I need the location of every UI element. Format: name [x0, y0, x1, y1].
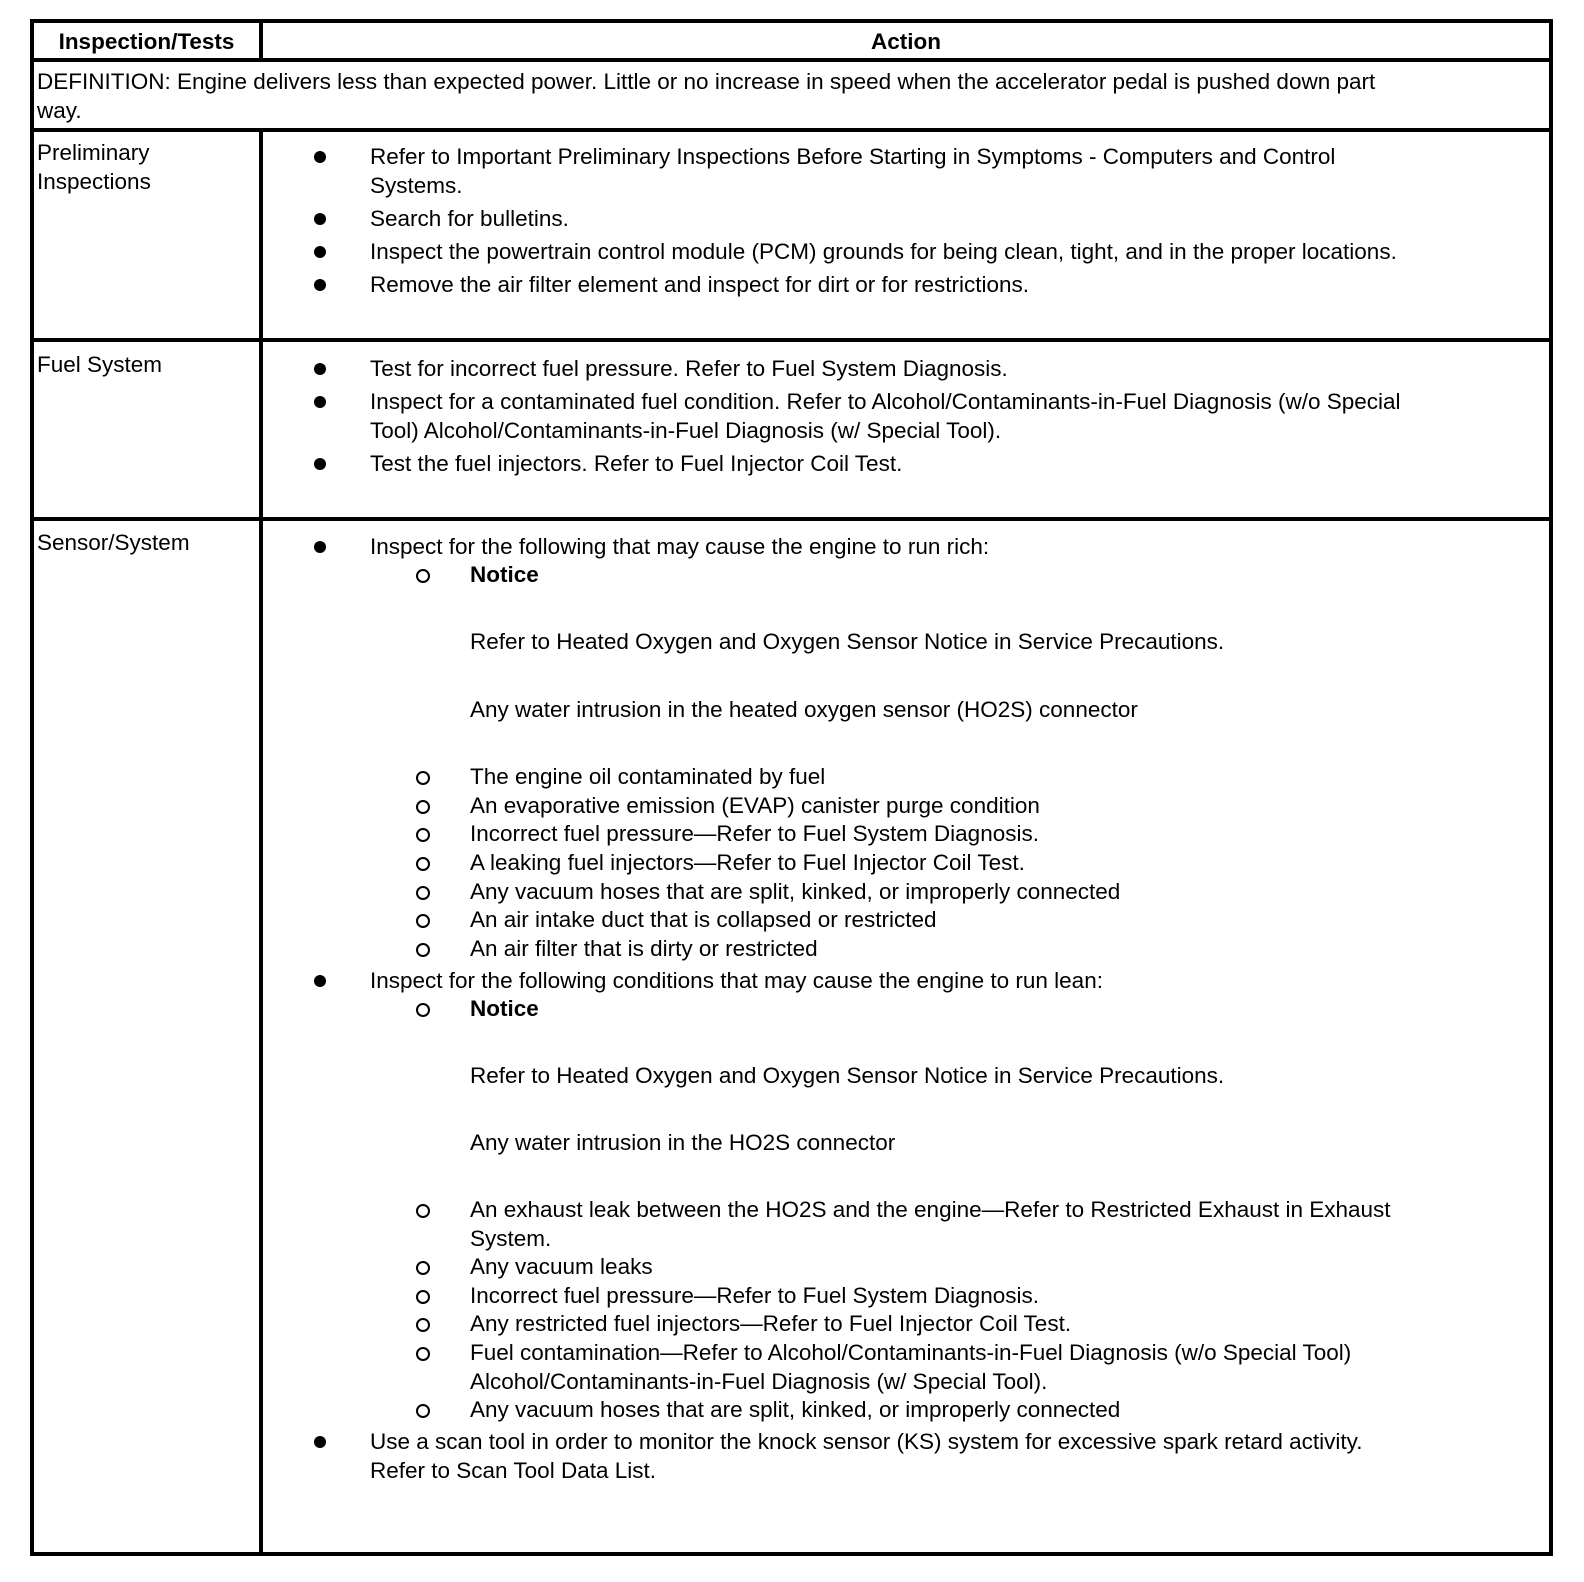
bullet-icon	[314, 213, 326, 225]
lean-exhaust-line-1: An exhaust leak between the HO2S and the engine—Refer to Restricted Exhaust in Exhaust	[470, 1197, 1391, 1222]
rich-notice-text: Refer to Heated Oxygen and Oxygen Sensor Notice in Service Precautions.	[470, 629, 1225, 654]
preliminary-item-2: Search for bulletins.	[370, 206, 569, 231]
scan-line-2: Refer to Scan Tool Data List.	[370, 1458, 656, 1483]
rich-item: An air intake duct that is collapsed or restricted	[470, 907, 937, 932]
circle-bullet-icon	[416, 1318, 430, 1332]
circle-bullet-icon	[416, 1347, 430, 1361]
fuel-item-2-line-2: Tool) Alcohol/Contaminants-in-Fuel Diagnosis (w/ Special Tool).	[370, 418, 1002, 443]
rich-notice-item: Any water intrusion in the heated oxygen sensor (HO2S) connector	[470, 697, 1138, 722]
scan-line-1: Use a scan tool in order to monitor the knock sensor (KS) system for excessive spark retard activity.	[370, 1429, 1363, 1454]
circle-bullet-icon	[416, 857, 430, 871]
lean-contamination-line-2: Alcohol/Contaminants-in-Fuel Diagnosis (w/ Special Tool).	[470, 1369, 1048, 1394]
circle-bullet-icon	[416, 1290, 430, 1304]
rich-item: An evaporative emission (EVAP) canister purge condition	[470, 793, 1040, 818]
circle-bullet-icon	[416, 1261, 430, 1275]
circle-bullet-icon	[416, 1404, 430, 1418]
fuel-item-2-line-1: Inspect for a contaminated fuel condition. Refer to Alcohol/Contaminants-in-Fuel Diagnosis (w/o Special	[370, 389, 1401, 414]
lean-contamination-line-1: Fuel contamination—Refer to Alcohol/Contaminants-in-Fuel Diagnosis (w/o Special Tool)	[470, 1340, 1352, 1365]
circle-bullet-icon	[416, 569, 430, 583]
lean-notice-title: Notice	[470, 996, 539, 1021]
circle-bullet-icon	[416, 1204, 430, 1218]
rich-item: The engine oil contaminated by fuel	[470, 764, 826, 789]
rich-item: An air filter that is dirty or restricted	[470, 936, 818, 961]
preliminary-item-1-line-1: Refer to Important Preliminary Inspections Before Starting in Symptoms - Computers and Control	[370, 144, 1336, 169]
circle-bullet-icon	[416, 943, 430, 957]
bullet-icon	[314, 279, 326, 291]
circle-bullet-icon	[416, 914, 430, 928]
definition-line-1: DEFINITION: Engine delivers less than expected power. Little or no increase in speed when the accelerator pedal is pushed down part	[37, 69, 1376, 94]
bullet-icon	[314, 541, 326, 553]
row-label-sensor-system: Sensor/System	[37, 530, 190, 555]
bullet-icon	[314, 1436, 326, 1448]
definition-line-2: way.	[37, 98, 82, 123]
row-label-preliminary	[37, 138, 255, 196]
circle-bullet-icon	[416, 800, 430, 814]
circle-bullet-icon	[416, 1003, 430, 1017]
header-action: Action	[871, 29, 941, 54]
preliminary-item-3: Inspect the powertrain control module (PCM) grounds for being clean, tight, and in the proper locations.	[370, 239, 1397, 264]
lean-intro: Inspect for the following conditions that may cause the engine to run lean:	[370, 968, 1103, 993]
lean-notice-text: Refer to Heated Oxygen and Oxygen Sensor Notice in Service Precautions.	[470, 1063, 1225, 1088]
lean-injectors: Any restricted fuel injectors—Refer to Fuel Injector Coil Test.	[470, 1311, 1072, 1336]
bullet-icon	[314, 151, 326, 163]
lean-exhaust-line-2: System.	[470, 1226, 552, 1251]
row-label-preliminary-line-1: Preliminary	[37, 140, 150, 165]
bullet-icon	[314, 363, 326, 375]
bullet-icon	[314, 975, 326, 987]
circle-bullet-icon	[416, 828, 430, 842]
rich-intro: Inspect for the following that may cause the engine to run rich:	[370, 534, 990, 559]
rich-item: Incorrect fuel pressure—Refer to Fuel System Diagnosis.	[470, 821, 1039, 846]
header-inspection-tests: Inspection/Tests	[58, 29, 235, 54]
lean-vacuum-leaks: Any vacuum leaks	[470, 1254, 653, 1279]
rich-item: Any vacuum hoses that are split, kinked, or improperly connected	[470, 879, 1121, 904]
bullet-icon	[314, 396, 326, 408]
lean-hoses: Any vacuum hoses that are split, kinked, or improperly connected	[470, 1397, 1121, 1422]
lean-fuel-pressure: Incorrect fuel pressure—Refer to Fuel System Diagnosis.	[470, 1283, 1039, 1308]
circle-bullet-icon	[416, 771, 430, 785]
bullet-icon	[314, 458, 326, 470]
lean-notice-item: Any water intrusion in the HO2S connector	[470, 1130, 896, 1155]
bullet-icon	[314, 246, 326, 258]
circle-bullet-icon	[416, 886, 430, 900]
body-column-divider	[259, 128, 263, 1556]
rich-item: A leaking fuel injectors—Refer to Fuel Injector Coil Test.	[470, 850, 1025, 875]
row-label-fuel-system: Fuel System	[37, 352, 163, 377]
fuel-item-3: Test the fuel injectors. Refer to Fuel Injector Coil Test.	[370, 451, 903, 476]
preliminary-item-1-line-2: Systems.	[370, 173, 463, 198]
preliminary-item-4: Remove the air filter element and inspect for dirt or for restrictions.	[370, 272, 1030, 297]
row-label-preliminary-line-2: Inspections	[37, 169, 151, 194]
fuel-item-1: Test for incorrect fuel pressure. Refer to Fuel System Diagnosis.	[370, 356, 1008, 381]
rich-notice-title: Notice	[470, 562, 539, 587]
